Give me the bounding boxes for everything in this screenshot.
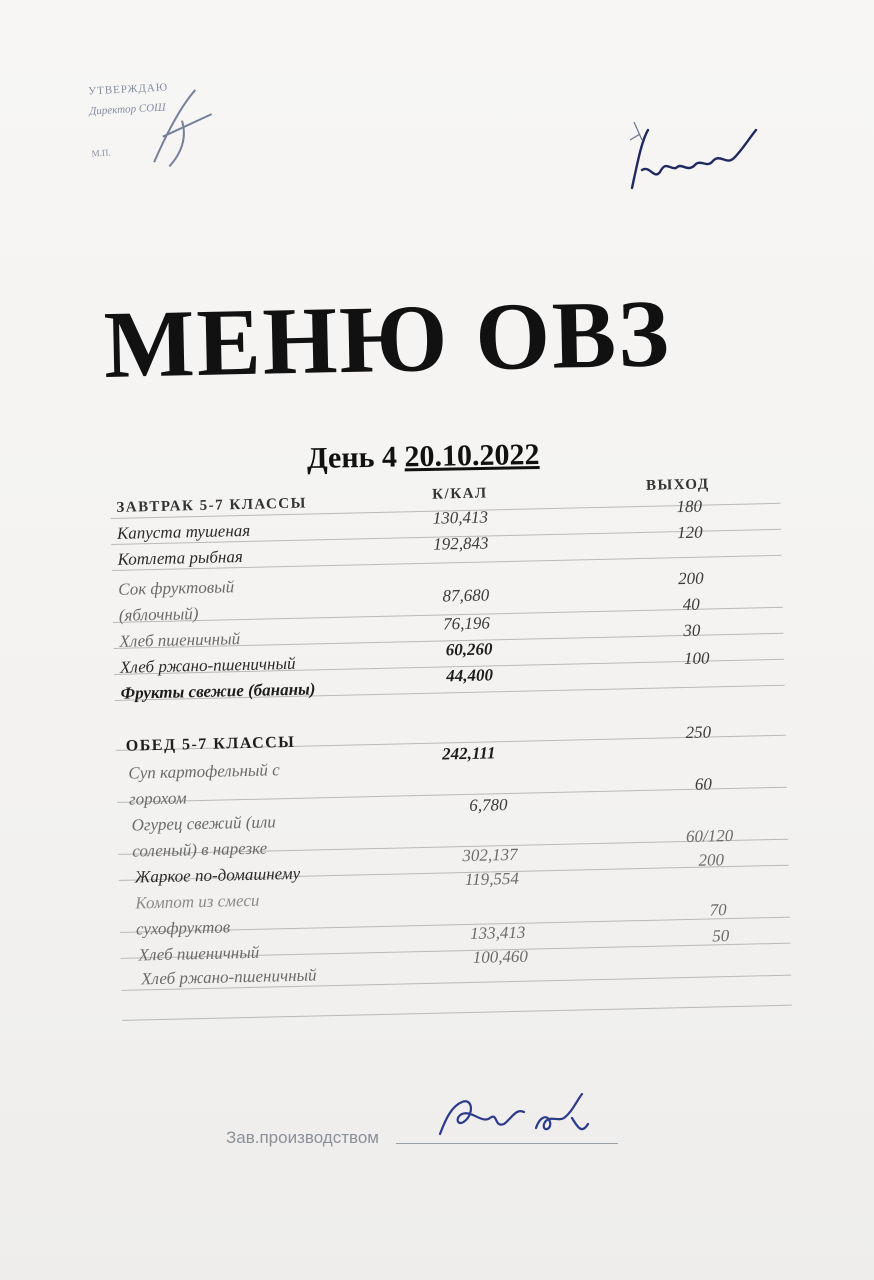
breakfast-item-kcal: 44,400: [446, 665, 494, 686]
breakfast-item-yield: 30: [683, 620, 701, 641]
lunch-item-name: Компот из смеси: [135, 890, 260, 913]
page-title: МЕНЮ ОВЗ: [102, 279, 672, 398]
approval-stamp: [79, 68, 234, 176]
breakfast-item-yield: 40: [682, 594, 700, 615]
lunch-item-name-cont: соленый) в нарезке: [131, 838, 268, 861]
lunch-item-yield: 60/120: [685, 825, 734, 847]
stamp-mp-text: М.П.: [91, 147, 111, 159]
lunch-item-yield: 250: [685, 722, 712, 742]
breakfast-item-name: Фрукты свежие (бананы): [120, 679, 316, 703]
lunch-item-name: Огурец свежий (или: [131, 812, 277, 835]
breakfast-item-kcal: 87,680: [442, 585, 490, 606]
breakfast-item-name: Хлеб ржано-пшеничный: [119, 653, 296, 677]
day-date: 20.10.2022: [404, 437, 540, 474]
director-signature: [620, 110, 770, 200]
lunch-item-name: Хлеб ржано-пшеничный: [140, 965, 317, 989]
lunch-item-kcal: 6,780: [469, 795, 508, 815]
breakfast-item-name: Котлета рыбная: [117, 547, 243, 569]
breakfast-item-kcal: 130,413: [432, 507, 489, 528]
lunch-item-name: Хлеб пшеничный: [138, 942, 260, 965]
yield-column-header: ВЫХОД: [645, 476, 710, 494]
production-manager-label: Зав.производством: [226, 1128, 379, 1147]
breakfast-item-kcal: 76,196: [442, 613, 491, 634]
lunch-item-name-cont: сухофруктов: [135, 917, 231, 939]
production-manager-signature: [432, 1088, 602, 1148]
stamp-approve-text: УТВЕРЖДАЮ: [87, 81, 169, 98]
lunch-item-yield: 70: [709, 900, 727, 920]
lunch-item-yield: 60: [694, 774, 713, 794]
lunch-item-kcal: 302,137: [462, 844, 518, 866]
lunch-item-yield: 50: [712, 926, 730, 946]
lunch-item-name: Жаркое по-домашнему: [134, 863, 301, 887]
breakfast-item-yield: 180: [676, 496, 703, 517]
menu-table: [110, 475, 802, 1030]
breakfast-item-kcal: 60,260: [445, 639, 493, 660]
breakfast-item-yield: 100: [683, 648, 710, 669]
breakfast-item-name: Хлеб пшеничный: [119, 629, 241, 651]
lunch-item-kcal: 119,554: [464, 868, 520, 890]
lunch-heading: ОБЕД 5-7 КЛАССЫ: [125, 733, 296, 755]
breakfast-item-yield: 120: [676, 522, 703, 543]
lunch-item-kcal: 133,413: [469, 922, 526, 943]
lunch-item-name: Суп картофельный с: [128, 760, 280, 783]
lunch-item-name-cont: горохом: [128, 788, 187, 809]
lunch-item-kcal: 242,111: [441, 743, 496, 764]
lunch-item-yield: 200: [698, 850, 725, 870]
kcal-column-header: К/КАЛ: [432, 485, 488, 503]
breakfast-item-name-cont: (яблочный): [118, 604, 199, 625]
breakfast-item-name: Сок фруктовый: [118, 577, 235, 599]
stamp-director-text: Директор СОШ: [89, 101, 166, 118]
breakfast-item-name: Капуста тушеная: [116, 520, 251, 543]
lunch-item-kcal: 100,460: [472, 946, 529, 967]
breakfast-item-yield: 200: [677, 568, 704, 589]
day-label: День 4: [306, 440, 398, 476]
breakfast-item-kcal: 192,843: [433, 533, 489, 554]
stamp-signature-scribble: [140, 79, 225, 173]
day-heading: [307, 438, 540, 476]
breakfast-heading: ЗАВТРАК 5-7 КЛАССЫ: [116, 495, 308, 516]
